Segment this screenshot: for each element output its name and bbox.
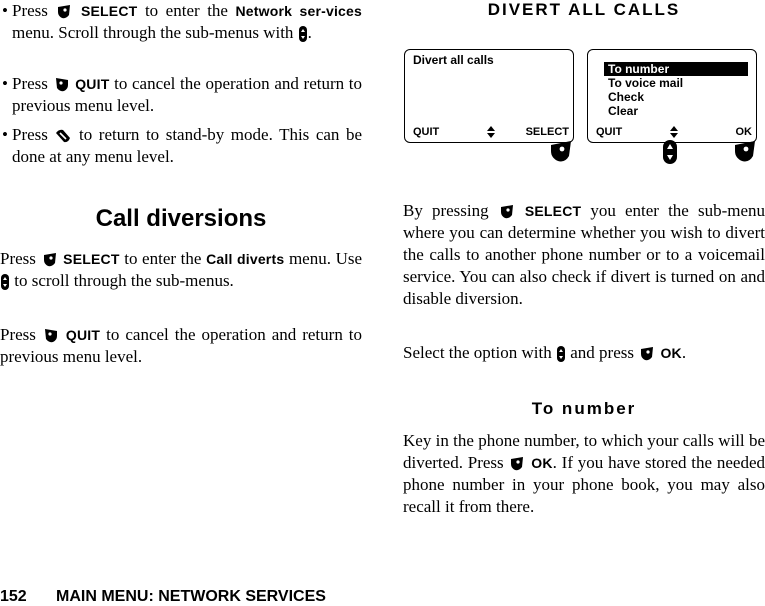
- softkey-ok: OK: [735, 126, 752, 138]
- phone-screen-divert-options: [587, 49, 757, 143]
- right-softkey-icon: [732, 139, 758, 165]
- scroll-key-icon: [556, 345, 566, 363]
- menu-item-check[interactable]: Check: [608, 90, 645, 104]
- text: to scroll through the sub-menus.: [14, 271, 234, 290]
- text: Key in the phone number, to which your calls will be diverted. Press: [403, 431, 765, 472]
- text: you enter the sub-menu where you can determine whether you wish to divert the calls to another phone number or to a voicemail service. You can also check if divert is turned on and disable diversion.: [403, 201, 765, 308]
- paragraph-select-option: [403, 342, 765, 364]
- text: . If you have stored the needed phone number in your phone book, you may also recall it from there.: [403, 453, 765, 516]
- text: to enter the: [124, 249, 202, 268]
- up-down-arrows-icon: [670, 126, 678, 138]
- bullet-item-end: [2, 124, 362, 168]
- key-label-ok: OK: [660, 345, 682, 361]
- bullet-dot: •: [2, 125, 8, 144]
- key-label-quit: QUIT: [65, 327, 101, 343]
- softkey-quit: QUIT: [596, 126, 623, 138]
- section-title: MAIN MENU: NETWORK SERVICES: [56, 588, 326, 605]
- menu-item-to-voice-mail[interactable]: To voice mail: [608, 76, 684, 90]
- paragraph-quit: [0, 324, 362, 368]
- right-softkey-icon: [508, 455, 526, 473]
- key-label-select: SELECT: [63, 251, 120, 267]
- scroll-key-icon: [298, 25, 308, 43]
- menu-item-clear[interactable]: Clear: [608, 104, 639, 118]
- right-softkey-icon: [548, 139, 574, 165]
- page-footer: [0, 588, 326, 606]
- text: .: [307, 23, 312, 42]
- bullet-item-quit: [2, 73, 362, 117]
- text: Select the option with: [403, 343, 552, 362]
- scroll-key-icon: [0, 273, 10, 291]
- bullet-dot: •: [2, 74, 8, 93]
- section-heading: DIVERT ALL CALLS: [487, 0, 681, 19]
- bullet-dot: •: [2, 1, 8, 20]
- right-softkey-icon: [41, 251, 59, 269]
- text: By pressing: [403, 201, 489, 220]
- right-softkey-icon: [55, 3, 73, 21]
- section-heading: Call diversions: [95, 205, 267, 232]
- bullet-item-select: [2, 0, 362, 44]
- menu-name: Network ser-vices: [235, 3, 363, 19]
- text: to cancel the operation and return to previous menu level.: [0, 325, 363, 366]
- text: and press: [570, 343, 634, 362]
- key-label-select: SELECT: [524, 203, 582, 219]
- phone-screen-divert-all: [404, 49, 574, 143]
- left-softkey-icon: [42, 327, 60, 345]
- left-softkey-icon: [53, 76, 71, 94]
- text: Press: [12, 125, 48, 144]
- text: to enter the: [144, 1, 228, 20]
- key-label-select: SELECT: [80, 3, 138, 19]
- softkey-select: SELECT: [525, 126, 569, 138]
- page-number: 152: [0, 588, 27, 605]
- paragraph-call-diverts: [0, 248, 362, 292]
- menu-item-to-number[interactable]: To number: [604, 62, 748, 76]
- text: menu. Scroll through the sub-menus with: [12, 23, 294, 42]
- text: Press: [0, 325, 36, 344]
- screen-title: Divert all calls: [413, 53, 494, 67]
- paragraph-to-number: [403, 430, 765, 518]
- end-key-icon: [54, 127, 72, 145]
- text: menu. Use: [288, 249, 363, 268]
- text: .: [681, 343, 687, 362]
- key-label-ok: OK: [531, 455, 553, 471]
- option-list: [604, 62, 748, 118]
- text: Press: [12, 1, 48, 20]
- paragraph-select-submenu: [403, 200, 765, 310]
- text: Press: [12, 74, 48, 93]
- text: Press: [0, 249, 36, 268]
- softkey-quit: QUIT: [413, 126, 440, 138]
- text: to cancel the operation and return to previous menu level.: [12, 74, 362, 115]
- subsection-heading: To number: [531, 399, 637, 418]
- right-softkey-icon: [498, 203, 516, 221]
- text: to return to stand-by mode. This can be done at any menu level.: [12, 125, 363, 166]
- up-down-arrows-icon: [487, 126, 495, 138]
- key-label-quit: QUIT: [75, 76, 110, 92]
- menu-name: Call diverts: [206, 251, 285, 267]
- right-softkey-icon: [638, 345, 656, 363]
- scroll-key-icon: [662, 139, 678, 165]
